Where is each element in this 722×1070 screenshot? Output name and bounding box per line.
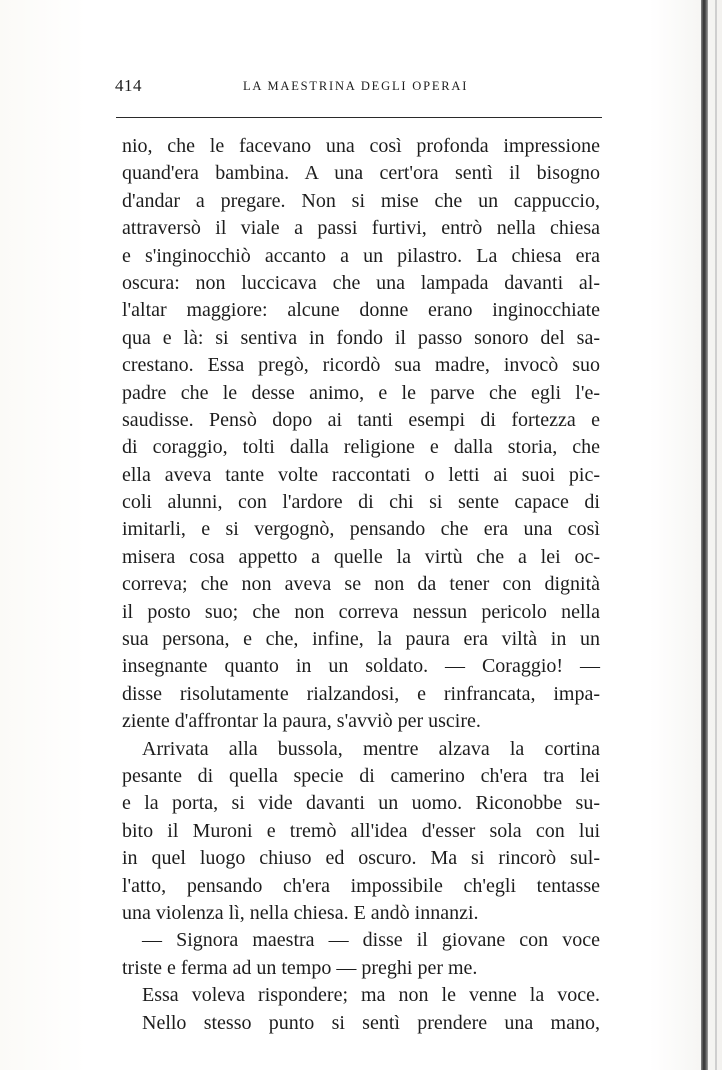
page-edge-line: [715, 0, 717, 1070]
text-line: padre che le desse animo, e le parve che egli l'e-: [122, 381, 600, 404]
text-line: quand'era bambina. A una cert'ora sentì il bisogno: [122, 162, 600, 185]
header-rule: [116, 117, 602, 118]
body-text: [122, 133, 600, 1037]
text-line: insegnante quanto in un soldato. — Coraggio! —: [122, 655, 600, 678]
text-line: di coraggio, tolti dalla religione e dalla storia, che: [122, 436, 600, 459]
paragraph-start-line: Nello stesso punto si sentì prendere una mano,: [142, 1011, 600, 1034]
book-gutter-shadow: [701, 0, 708, 1070]
text-line: attraversò il viale a passi furtivi, entrò nella chiesa: [122, 217, 600, 240]
text-line: correva; che non aveva se non da tener con dignità: [122, 573, 600, 596]
text-line: e la porta, si vide davanti un uomo. Riconobbe su-: [122, 792, 600, 815]
text-line: l'atto, pensando ch'era impossibile ch'egli tentasse: [122, 874, 600, 897]
text-line: l'altar maggiore: alcune donne erano inginocchiate: [122, 299, 600, 322]
text-line: sua persona, e che, infine, la paura era viltà in un: [122, 628, 600, 651]
paragraph-end-line: una violenza lì, nella chiesa. E andò innanzi.: [122, 901, 479, 924]
paragraph-start-line: Arrivata alla bussola, mentre alzava la cortina: [142, 737, 600, 760]
text-line: misera cosa appetto a quelle la virtù che a lei oc-: [122, 545, 600, 568]
text-line: saudisse. Pensò dopo ai tanti esempi di fortezza e: [122, 408, 600, 431]
text-line: in quel luogo chiuso ed oscuro. Ma si rincorò sul-: [122, 847, 600, 870]
text-line: coli alunni, con l'ardore di chi si sente capace di: [122, 491, 600, 514]
text-line: imitarli, e si vergognò, pensando che era una così: [122, 518, 600, 541]
text-line: ella aveva tante volte raccontati o letti ai suoi pic-: [122, 463, 600, 486]
text-line: il posto suo; che non correva nessun pericolo nella: [122, 600, 600, 623]
paragraph-line: Essa voleva rispondere; ma non le venne la voce.: [142, 984, 600, 1007]
text-line: crestano. Essa pregò, ricordò sua madre, invocò suo: [122, 354, 600, 377]
text-line: pesante di quella specie di camerino ch'era tra lei: [122, 764, 600, 787]
page-number: 414: [115, 76, 142, 95]
text-line: d'andar a pregare. Non si mise che un cappuccio,: [122, 189, 600, 212]
text-line: qua e là: si sentiva in fondo il passo sonoro del sa-: [122, 326, 600, 349]
dialogue-line: — Signora maestra — disse il giovane con voce: [142, 929, 600, 952]
text-line: bito il Muroni e tremò all'idea d'esser sola con lui: [122, 819, 600, 842]
running-title: LA MAESTRINA DEGLI OPERAI: [243, 79, 469, 93]
text-line: e s'inginocchiò accanto a un pilastro. La chiesa era: [122, 244, 600, 267]
text-line: oscura: non luccicava che una lampada davanti al-: [122, 271, 600, 294]
text-line: nio, che le facevano una così profonda impressione: [122, 135, 600, 157]
paragraph-end-line: triste e ferma ad un tempo — preghi per me.: [122, 956, 478, 979]
running-head: [115, 76, 605, 100]
paragraph-end-line: ziente d'affrontar la paura, s'avviò per uscire.: [122, 710, 481, 733]
text-line: disse risolutamente rialzandosi, e rinfrancata, impa-: [122, 682, 600, 705]
